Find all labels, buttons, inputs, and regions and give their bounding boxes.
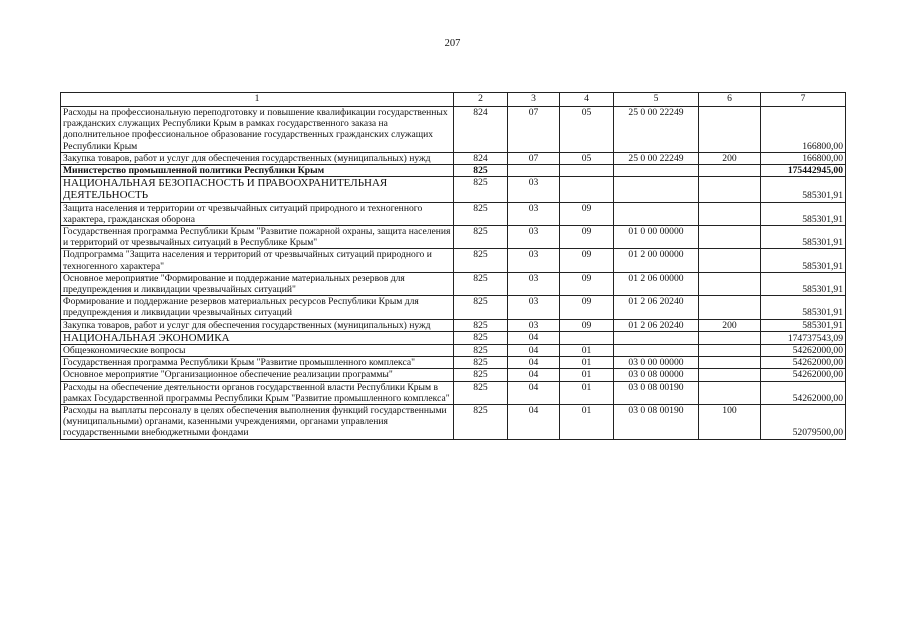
column-header: 1 — [61, 93, 454, 107]
admin-code-cell: 825 — [454, 345, 508, 357]
row-name-cell: Основное мероприятие "Организационное обеспечение реализации программы" — [61, 369, 454, 381]
column-header: 2 — [454, 93, 508, 107]
expense-type-cell — [699, 165, 761, 177]
table-row — [61, 272, 846, 295]
row-name-cell: Министерство промышленной политики Республики Крым — [61, 165, 454, 177]
admin-code-cell: 825 — [454, 331, 508, 344]
section-code-cell: 04 — [508, 405, 560, 440]
expense-type-cell — [699, 177, 761, 202]
row-name-cell: Закупка товаров, работ и услуг для обеспечения государственных (муниципальных) нужд — [61, 319, 454, 331]
amount-cell: 585301,91 — [761, 177, 846, 202]
section-code-cell: 04 — [508, 331, 560, 344]
admin-code-cell: 825 — [454, 177, 508, 202]
column-header: 6 — [699, 93, 761, 107]
expense-type-cell — [699, 331, 761, 344]
target-article-cell — [614, 202, 699, 225]
row-name-cell: Формирование и поддержание резервов материальных ресурсов Республики Крым для предупреждения и ликвидации чрезвычайных ситуаций — [61, 296, 454, 319]
row-name-cell: НАЦИОНАЛЬНАЯ ЭКОНОМИКА — [61, 331, 454, 344]
budget-table — [60, 92, 846, 440]
target-article-cell — [614, 331, 699, 344]
amount-cell: 54262000,00 — [761, 369, 846, 381]
admin-code-cell: 825 — [454, 357, 508, 369]
admin-code-cell: 825 — [454, 381, 508, 404]
table-row — [61, 202, 846, 225]
target-article-cell: 03 0 08 00000 — [614, 369, 699, 381]
table-row — [61, 381, 846, 404]
subsection-code-cell: 09 — [560, 202, 614, 225]
amount-cell: 585301,91 — [761, 296, 846, 319]
subsection-code-cell: 05 — [560, 152, 614, 164]
row-name-cell: Расходы на профессиональную переподготовку и повышение квалификации государственных гражданских служащих Республики Крым в рамках государственного заказа на дополнительное профессиональное образование государственных гражданских служащих Республики Крым — [61, 107, 454, 153]
column-header: 4 — [560, 93, 614, 107]
expense-type-cell — [699, 369, 761, 381]
section-code-cell: 03 — [508, 202, 560, 225]
section-code-cell: 03 — [508, 296, 560, 319]
target-article-cell: 01 0 00 00000 — [614, 226, 699, 249]
subsection-code-cell — [560, 177, 614, 202]
table-row — [61, 107, 846, 153]
amount-cell: 166800,00 — [761, 107, 846, 153]
table-row — [61, 177, 846, 202]
amount-cell: 54262000,00 — [761, 345, 846, 357]
expense-type-cell — [699, 381, 761, 404]
target-article-cell: 01 2 06 00000 — [614, 272, 699, 295]
row-name-cell: Государственная программа Республики Крым "Развитие пожарной охраны, защита населения и территорий от чрезвычайных ситуаций в Республике Крым" — [61, 226, 454, 249]
subsection-code-cell: 09 — [560, 296, 614, 319]
row-name-cell: Основное мероприятие "Формирование и поддержание материальных резервов для предупреждения и ликвидации чрезвычайных ситуаций" — [61, 272, 454, 295]
target-article-cell: 01 2 06 20240 — [614, 319, 699, 331]
amount-cell: 52079500,00 — [761, 405, 846, 440]
table-row — [61, 369, 846, 381]
row-name-cell: Расходы на выплаты персоналу в целях обеспечения выполнения функций государственными (муниципальными) органами, казенными учреждениями, органами управления государственными внебюджетными фондами — [61, 405, 454, 440]
target-article-cell: 01 2 00 00000 — [614, 249, 699, 272]
expense-type-cell — [699, 249, 761, 272]
amount-cell: 585301,91 — [761, 226, 846, 249]
subsection-code-cell: 09 — [560, 272, 614, 295]
expense-type-cell: 200 — [699, 152, 761, 164]
table-row — [61, 405, 846, 440]
subsection-code-cell: 01 — [560, 381, 614, 404]
expense-type-cell — [699, 272, 761, 295]
column-header: 5 — [614, 93, 699, 107]
target-article-cell: 01 2 06 20240 — [614, 296, 699, 319]
amount-cell: 585301,91 — [761, 319, 846, 331]
section-code-cell: 03 — [508, 272, 560, 295]
row-name-cell: Государственная программа Республики Крым "Развитие промышленного комплекса" — [61, 357, 454, 369]
subsection-code-cell: 01 — [560, 369, 614, 381]
target-article-cell — [614, 345, 699, 357]
target-article-cell: 03 0 08 00190 — [614, 381, 699, 404]
subsection-code-cell: 05 — [560, 107, 614, 153]
admin-code-cell: 825 — [454, 202, 508, 225]
target-article-cell: 03 0 00 00000 — [614, 357, 699, 369]
admin-code-cell: 825 — [454, 165, 508, 177]
section-code-cell: 03 — [508, 226, 560, 249]
admin-code-cell: 825 — [454, 319, 508, 331]
admin-code-cell: 824 — [454, 152, 508, 164]
row-name-cell: Общеэкономические вопросы — [61, 345, 454, 357]
section-code-cell: 04 — [508, 369, 560, 381]
amount-cell: 54262000,00 — [761, 381, 846, 404]
amount-cell: 166800,00 — [761, 152, 846, 164]
subsection-code-cell: 01 — [560, 405, 614, 440]
admin-code-cell: 825 — [454, 272, 508, 295]
target-article-cell: 25 0 00 22249 — [614, 107, 699, 153]
admin-code-cell: 824 — [454, 107, 508, 153]
expense-type-cell — [699, 357, 761, 369]
section-code-cell: 04 — [508, 381, 560, 404]
section-code-cell: 03 — [508, 177, 560, 202]
section-code-cell: 03 — [508, 249, 560, 272]
page-number: 207 — [444, 38, 461, 49]
column-header: 7 — [761, 93, 846, 107]
section-code-cell: 04 — [508, 357, 560, 369]
table-row — [61, 319, 846, 331]
admin-code-cell: 825 — [454, 369, 508, 381]
expense-type-cell: 100 — [699, 405, 761, 440]
target-article-cell: 25 0 00 22249 — [614, 152, 699, 164]
amount-cell: 174737543,09 — [761, 331, 846, 344]
table-header-row — [61, 93, 846, 107]
expense-type-cell — [699, 107, 761, 153]
table-row — [61, 152, 846, 164]
admin-code-cell: 825 — [454, 249, 508, 272]
row-name-cell: Закупка товаров, работ и услуг для обеспечения государственных (муниципальных) нужд — [61, 152, 454, 164]
subsection-code-cell: 01 — [560, 345, 614, 357]
admin-code-cell: 825 — [454, 296, 508, 319]
amount-cell: 585301,91 — [761, 272, 846, 295]
table-row — [61, 345, 846, 357]
amount-cell: 175442945,00 — [761, 165, 846, 177]
subsection-code-cell: 09 — [560, 319, 614, 331]
target-article-cell — [614, 177, 699, 202]
amount-cell: 585301,91 — [761, 249, 846, 272]
table-row — [61, 249, 846, 272]
row-name-cell: Защита населения и территории от чрезвычайных ситуаций природного и техногенного характера, гражданская оборона — [61, 202, 454, 225]
subsection-code-cell — [560, 331, 614, 344]
admin-code-cell: 825 — [454, 226, 508, 249]
table-row — [61, 165, 846, 177]
column-header: 3 — [508, 93, 560, 107]
table-row — [61, 357, 846, 369]
row-name-cell: Расходы на обеспечение деятельности органов государственной власти Республики Крым в рамках Государственной программы Республики Крым "Развитие промышленного комплекса" — [61, 381, 454, 404]
table-row — [61, 226, 846, 249]
subsection-code-cell: 09 — [560, 249, 614, 272]
admin-code-cell: 825 — [454, 405, 508, 440]
subsection-code-cell — [560, 165, 614, 177]
amount-cell: 54262000,00 — [761, 357, 846, 369]
target-article-cell — [614, 165, 699, 177]
section-code-cell: 07 — [508, 152, 560, 164]
expense-type-cell — [699, 345, 761, 357]
expense-type-cell — [699, 296, 761, 319]
table-row — [61, 296, 846, 319]
section-code-cell: 04 — [508, 345, 560, 357]
table-row — [61, 331, 846, 344]
expense-type-cell — [699, 202, 761, 225]
section-code-cell: 03 — [508, 319, 560, 331]
target-article-cell: 03 0 08 00190 — [614, 405, 699, 440]
amount-cell: 585301,91 — [761, 202, 846, 225]
row-name-cell: Подпрограмма "Защита населения и территорий от чрезвычайных ситуаций природного и техногенного характера" — [61, 249, 454, 272]
expense-type-cell: 200 — [699, 319, 761, 331]
section-code-cell: 07 — [508, 107, 560, 153]
row-name-cell: НАЦИОНАЛЬНАЯ БЕЗОПАСНОСТЬ И ПРАВООХРАНИТЕЛЬНАЯ ДЕЯТЕЛЬНОСТЬ — [61, 177, 454, 202]
section-code-cell — [508, 165, 560, 177]
subsection-code-cell: 09 — [560, 226, 614, 249]
subsection-code-cell: 01 — [560, 357, 614, 369]
expense-type-cell — [699, 226, 761, 249]
